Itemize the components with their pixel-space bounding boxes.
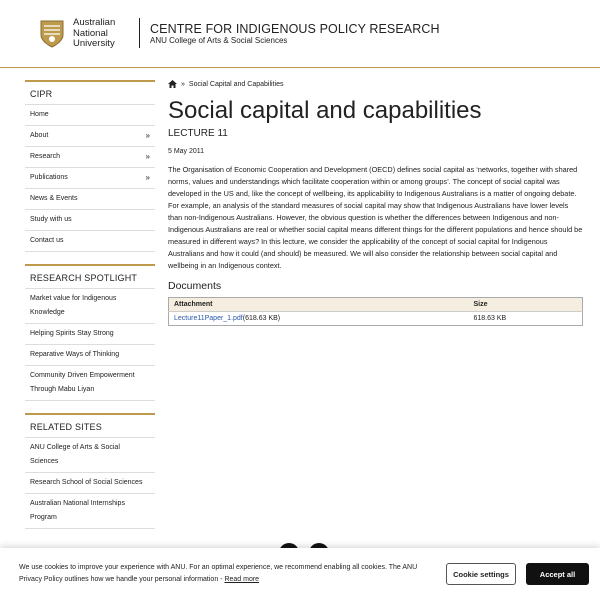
logo-line: Australian — [73, 17, 116, 28]
sidebar-item-home[interactable] — [25, 105, 155, 126]
spotlight-link[interactable]: Helping Spirits Stay Strong — [25, 324, 155, 345]
anu-crest-icon — [40, 20, 64, 48]
chevron-right-icon[interactable]: » — [145, 152, 150, 161]
sidebar-item-label: News & Events — [30, 195, 78, 202]
sidebar-item-label: Research — [30, 153, 60, 160]
spotlight-link[interactable]: Market value for Indigenous Knowledge — [25, 289, 155, 324]
related-sites-heading: RELATED SITES — [25, 415, 155, 438]
breadcrumb-current: Social Capital and Capabilities — [188, 80, 284, 88]
page-title: Social capital and capabilities — [168, 97, 482, 124]
anu-logo[interactable] — [40, 18, 140, 50]
research-spotlight-heading: RESEARCH SPOTLIGHT — [25, 266, 155, 289]
cookie-banner — [0, 548, 600, 600]
page-subtitle: LECTURE 11 — [168, 128, 228, 139]
site-header — [0, 0, 600, 68]
sidebar-item-label: About — [30, 132, 49, 139]
size-cell: 618.63 KB — [473, 315, 507, 322]
logo-line: University — [73, 38, 115, 49]
related-site-link[interactable]: ANU College of Arts & Social Sciences — [25, 438, 155, 473]
body-paragraph: The Organisation of Economic Cooperation and Development (OECD) defines social capital as ‘networks, together with shared norms, values and understandings which facilitate cooperation within or among groups’. The concept of social capital was developed in the US and, like the concept of wellbeing, its applicability to Indigenous Australians is a matter of ongoing debate. For example, an analysis of the standard measures of social capital may show that Indigenous Australians have lower levels than non-Indigenous Australians. However, the obvious question is whether the differences between Indigenous and non-Indigenous Australians are real or whether social capital means different things for the different populations and hence should be measured in different ways? In this lecture, we consider the applicability of the concept of social capital for Indigenous Australians and how it could (and should) be measured. We will also consider the relationship between social capital and wellbeing in an Indigenous context. — [168, 165, 583, 270]
sidebar-item-label: Home — [30, 111, 49, 118]
column-header-attachment: Attachment — [169, 298, 469, 312]
logo-line: National — [73, 27, 108, 39]
related-site-link[interactable]: Australian National Internships Program — [25, 494, 155, 529]
chevron-right-icon[interactable]: » — [145, 131, 150, 140]
spotlight-link[interactable]: Community Driven Empowerment Through Mabu Liyan — [25, 366, 155, 401]
sidebar-item-publications[interactable] — [25, 168, 155, 189]
chevron-right-icon[interactable]: » — [145, 173, 150, 182]
sidebar — [25, 80, 155, 541]
table-row — [169, 312, 583, 326]
sidebar-item-research[interactable] — [25, 147, 155, 168]
logo-wordmark — [73, 18, 115, 50]
site-subtitle[interactable]: ANU College of Arts & Social Sciences — [150, 36, 288, 45]
cookie-message — [19, 562, 419, 586]
sidebar-item-news-events[interactable] — [25, 189, 155, 210]
spotlight-link[interactable]: Reparative Ways of Thinking — [25, 345, 155, 366]
breadcrumb-separator: » — [181, 80, 185, 88]
cookie-settings-button[interactable]: Cookie settings — [446, 563, 516, 585]
sidebar-item-contact[interactable] — [25, 231, 155, 252]
site-title[interactable]: CENTRE FOR INDIGENOUS POLICY RESEARCH — [150, 22, 440, 36]
sidebar-item-label: Contact us — [30, 237, 64, 244]
sidebar-item-label: Publications — [30, 174, 68, 181]
documents-table — [168, 297, 583, 326]
header-divider — [139, 18, 140, 48]
column-header-size: Size — [469, 298, 583, 312]
attachment-inline-size: (618.63 KB) — [242, 315, 281, 322]
sidebar-item-about[interactable] — [25, 126, 155, 147]
related-sites — [25, 413, 155, 529]
sidebar-item-study[interactable] — [25, 210, 155, 231]
publish-date: 5 May 2011 — [168, 148, 205, 155]
documents-heading: Documents — [168, 280, 222, 292]
research-spotlight — [25, 264, 155, 401]
read-more-link[interactable]: Read more — [224, 576, 260, 583]
sidebar-nav-heading[interactable]: CIPR — [25, 82, 155, 105]
attachment-link[interactable]: Lecture11Paper_1.pdf — [174, 315, 243, 322]
attachment-cell — [169, 312, 469, 326]
sidebar-nav — [25, 80, 155, 252]
cookie-message-text: We use cookies to improve your experience with ANU. For an optimal experience, we recommend enabling all cookies. The ANU Privacy Policy outlines how we handle your personal information - — [19, 564, 418, 583]
main-content — [168, 78, 583, 326]
breadcrumb — [168, 78, 583, 90]
related-site-link[interactable]: Research School of Social Sciences — [25, 473, 155, 494]
sidebar-item-label: Study with us — [30, 216, 72, 223]
accept-all-button[interactable]: Accept all — [526, 563, 589, 585]
table-header-row — [169, 298, 583, 312]
home-icon[interactable] — [168, 80, 177, 88]
